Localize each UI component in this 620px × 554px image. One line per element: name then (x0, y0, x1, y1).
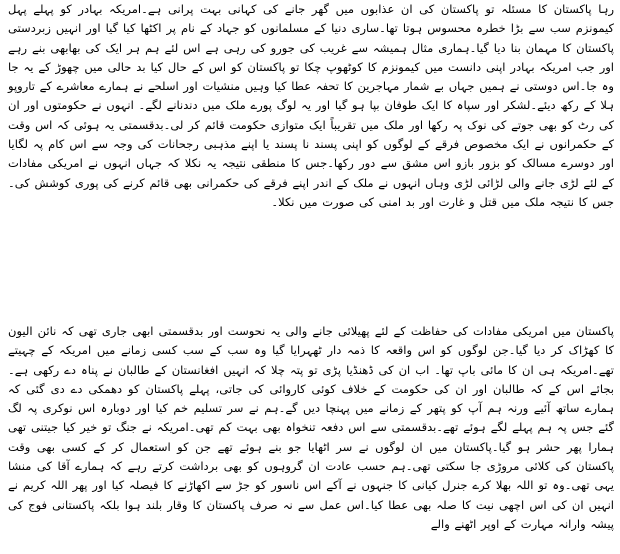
article-paragraph: رہا پاکستان کا مسئلہ تو پاکستان کی ان عذابوں میں گھر جانے کی کہانی بہت پرانی ہے۔امریکہ بہادر کو پہلے پہل کیمونزم سب سے بڑا خطرہ محسوس ہوتا تھا۔ساری دنیا کے مسلمانوں کو جہاد کے نام پر اکٹھا کیا گیا اور انہیں زبردستی پاکستان کا مہمان بنا دیا گیا۔ہماری مثال ہمیشہ سے غریب کی جورو کی رہی ہے اس لئے ہم ہر ایک کی بھابھی بنے رہے اور جب امریکہ بہادر اپنی دانست میں کیمونزم کا کوٹھوپ چکا تو پاکستان کو اس کے حال کیا بد حالی میں چھوڑ کے یہ جا وہ جا۔اس دوستی نے ہمیں جہاں بے شمار مہاجرین کا تحفہ عطا کیا وہیں منشیات اور اسلحے نے ہمارے معاشرے کے تاروپو ہلا کے رکھ دیئے۔لشکر اور سپاہ کا ایک طوفان بپا ہو گیا اور یہ لوگ پورے ملک میں دندنانے لگے۔ انہوں نے حکومتوں اور ان کی رٹ کو بھی جوتے کی نوک پہ رکھا اور ملک میں تقریباً ایک متوازی حکومت قائم کر لی۔بدقسمتی یہ ہوئی کہ اس وقت کے حکمرانوں نے ایک مخصوص فرقے کے لوگوں کو اپنی پسند نا پسند یا اپنے مذہبی رجحانات کی وجہ سے اس کام پہ لگایا اور دوسرے مسالک کو بزور بازو اس مشق سے دور رکھا۔جس کا منطقی نتیجہ یہ نکلا کہ جہاں انہوں نے امریکی مفادات کے لئے لڑی جانے والی لڑائی لڑی وہاں انہوں نے ملک کے اندر اپنے فرقے کی حکمرانی بھی قائم کرنے کی پوری کوشش کی۔جس کا نتیجہ ملک میں قتل و غارت اور بد امنی کی صورت میں نکلا۔ (8, 2, 614, 209)
article-paragraph: پاکستان میں امریکی مفادات کی حفاظت کے لئے پھیلائی جانے والی یہ نحوست اور بدقسمتی ابھی جاری تھی کہ نائن الیون کا کھڑاک کر دیا گیا۔جن لوگوں کو اس واقعہ کا ذمہ دار ٹھہرایا گیا وہ سب کے سب کسی زمانے میں امریکہ کے چہیتے تھے۔امریکہ ہی ان کا مائی باپ تھا۔ اب ان کی ڈھنڈیا پڑی تو پتہ چلا کہ انہیں افغانستان کے طالبان نے پناہ دے رکھی ہے۔بجائے اس کے کہ طالبان اور ان کی حکومت کے خلاف کوئی کاروائی کی جاتی، پہلے پاکستان کو دھمکی دے دی گئی کہ ہمارے ساتھ آئیے ورنہ ہم آپ کو پتھر کے زمانے میں پہنچا دیں گے۔ہم نے سر تسلیم خم کیا اور دوبارہ اس نوکری پہ لگ گئے جس پہ ہم پہلے لگے ہوئے تھے۔بدقسمتی سے اس دفعہ تنخواہ بھی بہت کم تھی۔امریکہ نے جنگ تو خیر کیا جیتنی تھی ہمارا پھر حشر ہو گیا۔پاکستان میں ان لوگوں نے سر اٹھایا جو بنے ہوئے تھے جن کو استعمال کر کے کسی بھی وقت پاکستان کی کلائی مروڑی جا سکتی تھی۔ہم حسب عادت ان گروہوں کو بھی برداشت کرتے رہے کہ ہمارے آقا کی منشا یہی تھی۔وہ تو اللہ بھلا کرے جنرل کیانی کا جنہوں نے آکے اس ناسور کو جڑ سے اکھاڑنے کا فیصلہ کیا اور پھر اللہ کریم نے انہیں ان کی اس اچھی نیت کا صلہ بھی عطا کیا۔اس عمل سے نہ صرف پاکستان کا وقار بلند ہوا بلکہ پاکستانی فوج کی پیشہ وارانہ مہارت کے اوپر اٹھنے والے (8, 324, 614, 531)
